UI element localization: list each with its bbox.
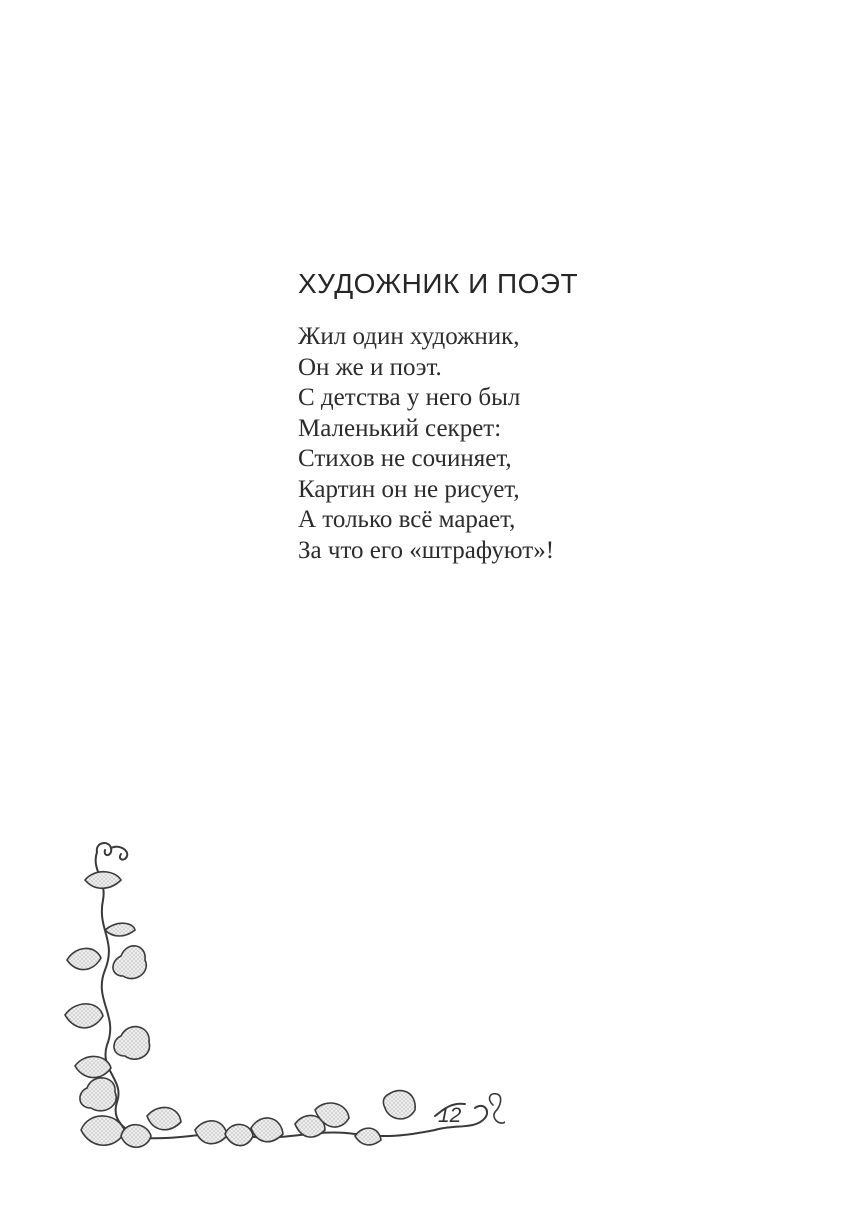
poem-stanza	[298, 322, 758, 566]
poem-line: Он же и поэт.	[298, 353, 442, 381]
poem-line: Картин он не рисует,	[298, 475, 520, 503]
poem-line: Маленький секрет:	[298, 414, 502, 442]
poem-line: Стихов не сочиняет,	[298, 445, 512, 472]
poem-title: ХУДОЖНИК И ПОЭТ	[298, 268, 579, 299]
poem-line: С детства у него был	[298, 384, 521, 411]
page-number: 12	[438, 1104, 462, 1127]
poem-line: А только всё марает,	[298, 506, 516, 533]
poem-line: Жил один художник,	[298, 323, 520, 350]
poem-block	[298, 266, 758, 566]
poem-line: За что его «штрафуют»!	[298, 536, 555, 564]
